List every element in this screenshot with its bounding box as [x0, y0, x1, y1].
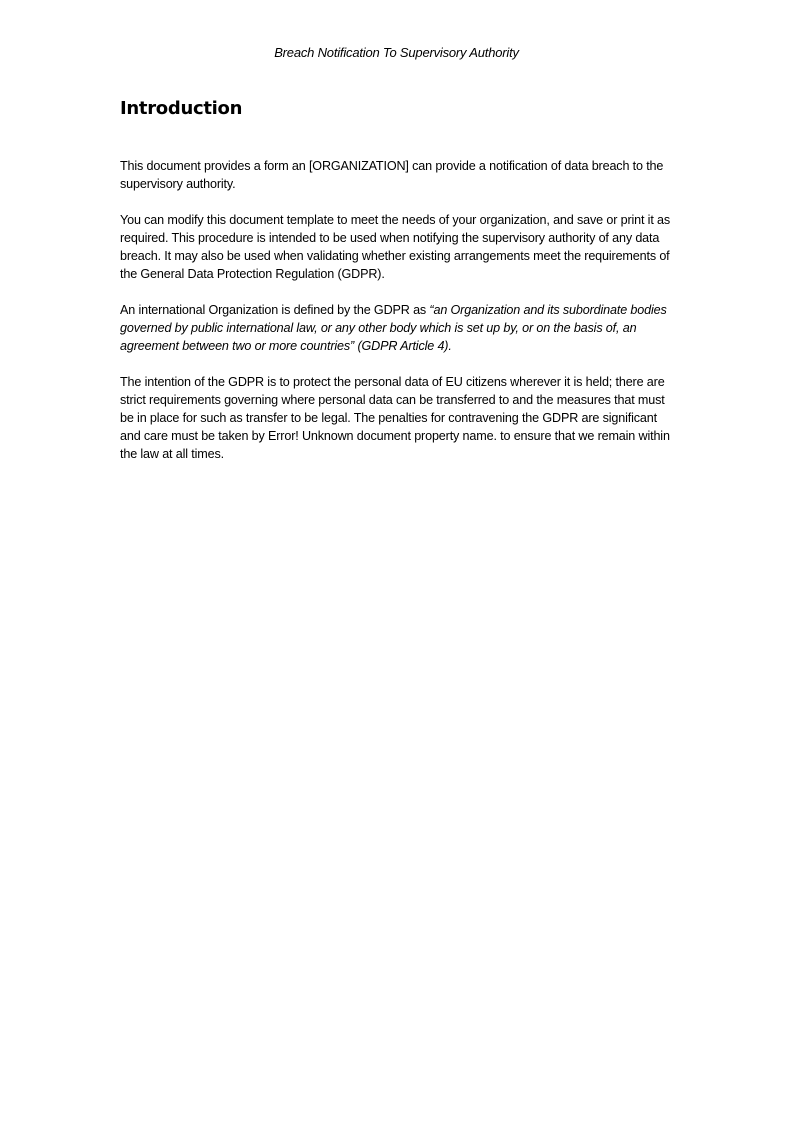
- paragraph-purpose: This document provides a form an [ORGANIZATION] can provide a notification of data breach to the supervisory authority.: [120, 159, 664, 191]
- paragraph-gdpr-intention: The intention of the GDPR is to protect the personal data of EU citizens wherever it is held; there are strict requirements governing where personal data can be transferred to and the measures that must be in place for such as transfer to be legal. The penalties for contravening the GDPR are significant and care must be taken by Error! Unknown document property name. to ensure that we remain within the law at all times.: [120, 375, 670, 461]
- section-heading: Introduction: [120, 98, 243, 119]
- definition-quote: “an Organization and its subordinate bodies governed by public international law, or any other body which is set up by, or on the basis of, an agreement between two or more countries” (GDPR Article 4).: [120, 303, 667, 353]
- definition-lead-text: An international Organization is defined by the GDPR as: [120, 303, 430, 317]
- running-header: Breach Notification To Supervisory Authority: [274, 45, 519, 60]
- paragraph-template-usage: You can modify this document template to meet the needs of your organization, and save or print it as required. This procedure is intended to be used when notifying the supervisory authority of any data breach. It may also be used when validating whether existing arrangements meet the requirements of the General Data Protection Regulation (GDPR).: [120, 213, 671, 281]
- document-body: [120, 96, 676, 481]
- paragraph-international-organization: [120, 301, 676, 355]
